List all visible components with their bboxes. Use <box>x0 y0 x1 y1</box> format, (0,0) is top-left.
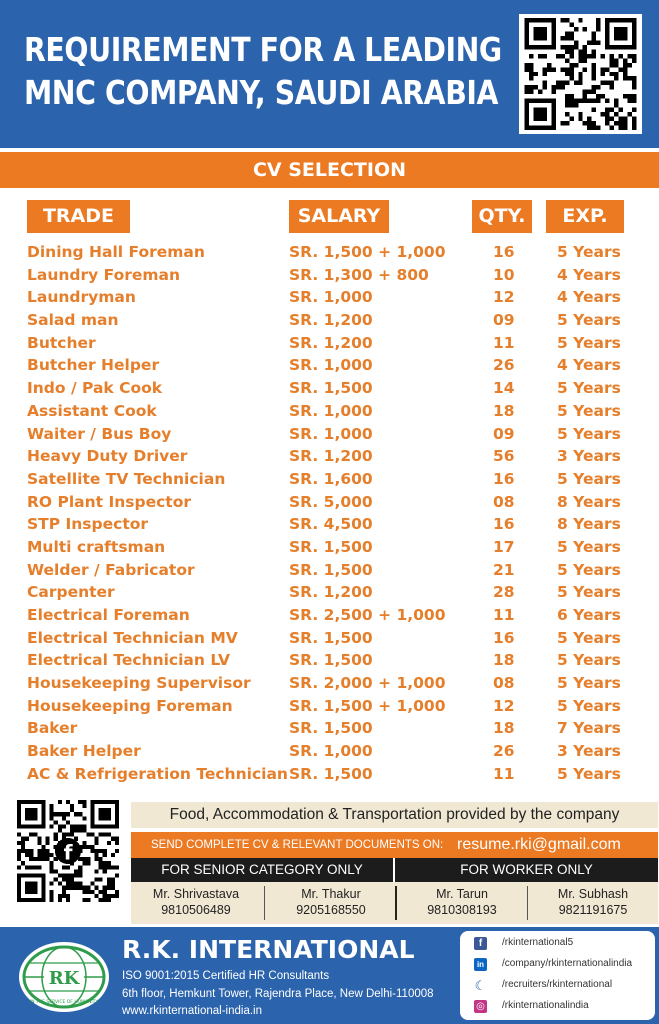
salary-cell: SR. 1,000 <box>289 356 373 375</box>
trade-cell: Welder / Fabricator <box>27 560 195 579</box>
qty-cell: 17 <box>493 537 515 556</box>
facebook-qr-code-icon <box>17 800 119 902</box>
qty-cell: 09 <box>493 424 515 443</box>
footer <box>0 927 659 1024</box>
trade-cell: Laundryman <box>27 288 136 307</box>
exp-cell: 4 Years <box>557 356 621 375</box>
section-title: CV SELECTION <box>0 152 659 188</box>
qty-cell: 16 <box>493 243 515 261</box>
perks-banner: Food, Accommodation & Transportation provided by the company <box>131 802 658 828</box>
worker-category-label: FOR WORKER ONLY <box>395 858 658 882</box>
social-item-twitter[interactable] <box>474 976 654 994</box>
contact-divider <box>264 886 265 920</box>
contact-name: Mr. Thakur <box>301 887 361 901</box>
salary-cell: SR. 1,200 <box>289 311 373 330</box>
qty-cell: 21 <box>493 560 515 579</box>
trade-cell: Housekeeping Foreman <box>27 696 233 715</box>
email-link[interactable]: resume.rki@gmail.com <box>457 836 621 853</box>
exp-cell: 5 Years <box>557 764 621 783</box>
contacts-panel <box>131 882 658 924</box>
salary-cell: SR. 5,000 <box>289 492 373 511</box>
trade-cell: Salad man <box>27 311 119 330</box>
salary-cell: SR. 1,500 <box>289 379 373 398</box>
exp-cell: 6 Years <box>557 606 621 624</box>
qty-cell: 18 <box>493 401 515 420</box>
salary-cell: SR. 1,500 <box>289 764 373 783</box>
trade-cell: Indo / Pak Cook <box>27 379 163 398</box>
column-header-salary: SALARY <box>289 200 389 233</box>
exp-cell: 8 Years <box>557 492 621 511</box>
trade-cell: Electrical Foreman <box>27 606 190 624</box>
salary-cell: SR. 1,500 + 1,000 <box>289 696 446 715</box>
exp-cell: 5 Years <box>557 469 621 488</box>
trade-cell: Carpenter <box>27 583 115 602</box>
salary-cell: SR. 1,500 <box>289 628 373 647</box>
table-row <box>0 649 659 672</box>
table-row <box>0 468 659 491</box>
contact-name: Mr. Subhash <box>557 887 629 901</box>
table-row <box>0 717 659 740</box>
qty-cell: 18 <box>493 651 515 670</box>
title-line-2: MNC COMPANY, SAUDI ARABIA <box>24 73 499 112</box>
trade-cell: Butcher Helper <box>27 356 160 375</box>
exp-cell: 5 Years <box>557 628 621 647</box>
send-cv-label: SEND COMPLETE CV & RELEVANT DOCUMENTS ON: <box>151 839 444 851</box>
social-item-linkedin[interactable] <box>474 955 654 973</box>
social-item-instagram[interactable] <box>474 997 654 1015</box>
column-header-qty: QTY. <box>472 200 532 233</box>
qty-cell: 16 <box>493 628 515 647</box>
trade-cell: Baker <box>27 719 78 738</box>
website-link[interactable]: www.rkinternational-india.in <box>122 1005 262 1017</box>
table-row <box>0 286 659 309</box>
salary-cell: SR. 1,000 <box>289 424 373 443</box>
table-row <box>0 536 659 559</box>
table-row <box>0 354 659 377</box>
exp-cell: 5 Years <box>557 243 621 261</box>
table-row <box>0 627 659 650</box>
exp-cell: 5 Years <box>557 333 621 352</box>
contact-shrivastava <box>131 886 261 918</box>
qty-cell: 08 <box>493 674 515 693</box>
exp-cell: 5 Years <box>557 651 621 670</box>
contact-phone[interactable]: 9810308193 <box>427 903 497 917</box>
instagram-icon: ◎ <box>474 1000 487 1013</box>
contact-name: Mr. Shrivastava <box>152 887 240 901</box>
table-row <box>0 332 659 355</box>
table-row <box>0 445 659 468</box>
exp-cell: 3 Years <box>557 742 621 761</box>
qty-cell: 11 <box>493 764 515 783</box>
salary-cell: SR. 1,200 <box>289 583 373 602</box>
table-row <box>0 264 659 287</box>
trade-cell: Electrical Technician LV <box>27 651 231 670</box>
contact-subhash <box>528 886 658 918</box>
exp-cell: 5 Years <box>557 379 621 398</box>
salary-cell: SR. 1,200 <box>289 333 373 352</box>
trade-cell: AC & Refrigeration Technician <box>27 764 288 783</box>
table-row <box>0 309 659 332</box>
exp-cell: 5 Years <box>557 674 621 693</box>
qty-cell: 26 <box>493 742 515 761</box>
social-text: /recruiters/rkinternational <box>502 979 613 990</box>
salary-cell: SR. 2,000 + 1,000 <box>289 674 446 693</box>
salary-cell: SR. 1,600 <box>289 469 373 488</box>
linkedin-icon: in <box>474 958 487 971</box>
salary-cell: SR. 1,500 + 1,000 <box>289 243 446 261</box>
qty-cell: 14 <box>493 379 515 398</box>
salary-cell: SR. 1,200 <box>289 447 373 466</box>
trade-cell: Laundry Foreman <box>27 265 181 284</box>
exp-cell: 5 Years <box>557 696 621 715</box>
qty-cell: 11 <box>493 606 515 624</box>
trade-cell: Satellite TV Technician <box>27 469 226 488</box>
crescent-icon: ☾ <box>474 978 487 993</box>
trade-cell: Multi craftsman <box>27 537 166 556</box>
trade-cell: Waiter / Bus Boy <box>27 424 172 443</box>
column-header-exp: EXP. <box>546 200 624 233</box>
qty-cell: 26 <box>493 356 515 375</box>
title-line-1: REQUIREMENT FOR A LEADING <box>24 30 502 69</box>
table-row <box>0 377 659 400</box>
logo-tagline: IN THE SERVICE OF HUMANITY <box>29 1000 99 1005</box>
salary-cell: SR. 1,300 + 800 <box>289 265 429 284</box>
qty-cell: 16 <box>493 469 515 488</box>
qty-cell: 11 <box>493 333 515 352</box>
salary-cell: SR. 1,500 <box>289 537 373 556</box>
table-row <box>0 400 659 423</box>
contact-thakur <box>266 886 396 918</box>
exp-cell: 3 Years <box>557 447 621 466</box>
exp-cell: 8 Years <box>557 515 621 534</box>
table-row <box>0 740 659 763</box>
trade-cell: Dining Hall Foreman <box>27 243 205 261</box>
contact-phone[interactable]: 9810506489 <box>161 903 231 917</box>
contact-tarun <box>397 886 527 918</box>
salary-cell: SR. 1,500 <box>289 719 373 738</box>
social-text: /rkinternationalindia <box>502 1000 589 1011</box>
svg-text:f: f <box>63 840 73 865</box>
trade-cell: Assistant Cook <box>27 401 157 420</box>
exp-cell: 4 Years <box>557 288 621 307</box>
salary-cell: SR. 1,500 <box>289 651 373 670</box>
social-item-facebook[interactable] <box>474 934 654 952</box>
exp-cell: 7 Years <box>557 719 621 738</box>
column-header-trade: TRADE <box>27 200 130 233</box>
trade-cell: Heavy Duty Driver <box>27 447 188 466</box>
qty-cell: 18 <box>493 719 515 738</box>
exp-cell: 5 Years <box>557 311 621 330</box>
table-row <box>0 763 659 786</box>
table-row <box>0 513 659 536</box>
exp-cell: 5 Years <box>557 537 621 556</box>
social-text: /company/rkinternationalindia <box>502 958 633 969</box>
table-row <box>0 581 659 604</box>
exp-cell: 4 Years <box>557 265 621 284</box>
exp-cell: 5 Years <box>557 424 621 443</box>
qty-cell: 12 <box>493 288 515 307</box>
page-title <box>24 28 502 114</box>
header-banner <box>0 0 659 148</box>
qty-cell: 16 <box>493 515 515 534</box>
salary-cell: SR. 1,000 <box>289 742 373 761</box>
trade-cell: Electrical Technician MV <box>27 628 238 647</box>
table-row <box>0 559 659 582</box>
qr-code-icon <box>519 14 642 134</box>
qty-cell: 56 <box>493 447 515 466</box>
table-row <box>0 695 659 718</box>
qty-cell: 28 <box>493 583 515 602</box>
facebook-icon: f <box>474 937 487 950</box>
qty-cell: 10 <box>493 265 515 284</box>
social-links-panel <box>460 931 655 1020</box>
company-name: R.K. INTERNATIONAL <box>122 935 415 964</box>
exp-cell: 5 Years <box>557 401 621 420</box>
exp-cell: 5 Years <box>557 583 621 602</box>
address: 6th floor, Hemkunt Tower, Rajendra Place, New Delhi-110008 <box>122 988 434 1000</box>
senior-category-label: FOR SENIOR CATEGORY ONLY <box>131 858 393 882</box>
contact-phone[interactable]: 9205168550 <box>296 903 366 917</box>
trade-cell: RO Plant Inspector <box>27 492 192 511</box>
qty-cell: 08 <box>493 492 515 511</box>
logo-text: RK <box>48 968 80 989</box>
certification: ISO 9001:2015 Certified HR Consultants <box>122 970 330 982</box>
trade-cell: Baker Helper <box>27 742 141 761</box>
exp-cell: 5 Years <box>557 560 621 579</box>
contact-name: Mr. Tarun <box>436 887 488 901</box>
qty-cell: 12 <box>493 696 515 715</box>
trade-cell: Housekeeping Supervisor <box>27 674 251 693</box>
qty-cell: 09 <box>493 311 515 330</box>
table-row <box>0 423 659 446</box>
salary-cell: SR. 1,000 <box>289 401 373 420</box>
table-row <box>0 241 659 264</box>
table-row <box>0 672 659 695</box>
social-text: /rkinternational5 <box>502 937 574 948</box>
jobs-table <box>0 241 659 786</box>
salary-cell: SR. 1,000 <box>289 288 373 307</box>
salary-cell: SR. 2,500 + 1,000 <box>289 606 446 624</box>
send-cv-banner <box>131 832 658 858</box>
salary-cell: SR. 1,500 <box>289 560 373 579</box>
trade-cell: STP Inspector <box>27 515 149 534</box>
salary-cell: SR. 4,500 <box>289 515 373 534</box>
contact-phone[interactable]: 9821191675 <box>558 903 628 917</box>
rk-logo <box>18 941 110 1013</box>
table-row <box>0 604 659 627</box>
table-row <box>0 491 659 514</box>
trade-cell: Butcher <box>27 333 96 352</box>
